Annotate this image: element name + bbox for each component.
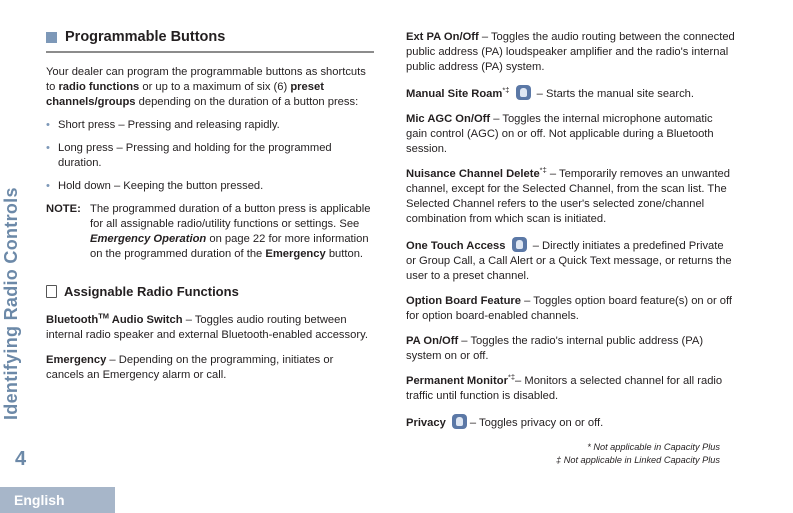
note-text-2: on page 22 for more information on the programmed duration of the xyxy=(90,233,369,260)
left-column xyxy=(46,30,374,393)
entry-mic-agc xyxy=(406,112,736,157)
side-section-title: Identifying Radio Controls xyxy=(1,187,21,420)
entry-desc: – Toggles the audio routing between the connected public address (PA) loudspeaker amplifier and the radio's internal public address (PA) system. xyxy=(406,31,735,73)
sub-heading-text: Assignable Radio Functions xyxy=(64,284,239,299)
programmable-button-icon xyxy=(516,85,531,100)
programmable-button-icon xyxy=(452,414,467,429)
entry-desc: – Toggles option board feature(s) on or off for option board-enabled channels. xyxy=(406,295,733,322)
entry-desc: – Directly initiates a predefined Private or Group Call, a Call Alert or a Quick Text message, or returns the user to a preset channel. xyxy=(406,240,732,282)
entry-name: Mic AGC On/Off xyxy=(406,113,491,125)
intro-bold-2: preset channels/groups xyxy=(46,81,324,108)
list-item xyxy=(46,179,374,194)
bullet-icon: • xyxy=(46,142,50,154)
entry-name-2: Audio Switch xyxy=(109,314,183,326)
note-text-1: The programmed duration of a button press is applicable for all assignable radio/utility functions or settings. See xyxy=(90,203,371,230)
section-heading-text: Programmable Buttons xyxy=(65,29,226,45)
intro-bold-1: radio functions xyxy=(58,81,140,93)
language-tab: English xyxy=(0,487,115,513)
square-bullet-icon xyxy=(46,32,57,43)
note-text xyxy=(90,202,374,262)
list-item-text: Hold down – Keeping the button pressed. xyxy=(58,180,264,192)
emergency-operation-ref[interactable]: Emergency Operation xyxy=(90,233,207,245)
note-block xyxy=(46,202,374,262)
entry-desc: – Starts the manual site search. xyxy=(533,88,694,100)
entry-name: Manual Site Roam xyxy=(406,88,503,100)
footnote-text: Not applicable in Capacity Plus xyxy=(590,442,720,452)
footnote-mark: * xyxy=(587,442,591,452)
programmable-button-icon xyxy=(512,237,527,252)
entry-privacy xyxy=(406,414,736,431)
document-icon xyxy=(46,285,57,298)
intro-text-2: or up to a maximum of six (6) xyxy=(139,81,291,93)
entry-name: Emergency xyxy=(46,354,107,366)
entry-name: Nuisance Channel Delete xyxy=(406,168,540,180)
entry-bluetooth-audio-switch xyxy=(46,313,374,343)
entry-name: PA On/Off xyxy=(406,335,459,347)
entry-name: Option Board Feature xyxy=(406,295,521,307)
footnote-2 xyxy=(406,454,720,467)
list-item-text: Short press – Pressing and releasing rapidly. xyxy=(58,119,280,131)
note-bold-emergency: Emergency xyxy=(265,248,326,260)
intro-text-1: Your dealer can program the programmable buttons as shortcuts to xyxy=(46,66,366,93)
trademark-mark: TM xyxy=(98,311,110,321)
entry-emergency xyxy=(46,353,374,383)
entry-desc: – Temporarily removes an unwanted channel, except for the Selected Channel, from the scan list. The Selected Channel refers to the user's selected zone/channel combination from which scan is initiated. xyxy=(406,168,731,225)
list-item-text: Long press – Pressing and holding for the programmed duration. xyxy=(58,142,332,169)
footnote-text: Not applicable in Linked Capacity Plus xyxy=(561,455,720,465)
right-column xyxy=(406,30,736,467)
footnote-marks: *‡ xyxy=(502,85,510,95)
entry-desc: – Toggles the internal microphone automatic gain control (AGC) on or off. Not applicable during a Bluetooth session. xyxy=(406,113,714,155)
entry-manual-site-roam xyxy=(406,85,736,102)
entry-desc: – Toggles audio routing between internal radio speaker and external Bluetooth-enabled accessory. xyxy=(46,314,368,341)
entry-ext-pa xyxy=(406,30,736,75)
entry-desc: – Depending on the programming, initiates or cancels an Emergency alarm or call. xyxy=(46,354,334,381)
entry-permanent-monitor xyxy=(406,374,736,404)
footnote-marks: *‡ xyxy=(539,165,547,175)
footnotes xyxy=(406,441,736,467)
entry-one-touch-access xyxy=(406,237,736,284)
intro-paragraph xyxy=(46,65,374,110)
footnote-mark: ‡ xyxy=(556,455,562,465)
entry-pa-on-off xyxy=(406,334,736,364)
press-type-list xyxy=(46,118,374,194)
entry-desc: – Monitors a selected channel for all radio traffic until function is disabled. xyxy=(406,375,723,402)
sub-heading xyxy=(46,284,374,299)
page-number: 4 xyxy=(15,448,27,470)
entry-name: Privacy xyxy=(406,417,446,429)
section-heading xyxy=(46,30,374,53)
entry-nuisance-channel-delete xyxy=(406,167,736,227)
entry-desc: – Toggles the radio's internal public address (PA) system on or off. xyxy=(406,335,704,362)
note-text-3: button. xyxy=(325,248,364,260)
footnote-marks: *‡ xyxy=(507,372,516,382)
entry-desc: – Toggles privacy on or off. xyxy=(469,417,604,429)
footnote-1 xyxy=(406,441,720,454)
entry-name: Ext PA On/Off xyxy=(406,31,479,43)
list-item xyxy=(46,118,374,133)
note-label: NOTE: xyxy=(46,203,81,215)
entry-name: Permanent Monitor xyxy=(406,375,508,387)
entry-name: Bluetooth xyxy=(46,314,99,326)
bullet-icon: • xyxy=(46,119,50,131)
list-item xyxy=(46,141,374,171)
entry-name: One Touch Access xyxy=(406,240,506,252)
intro-text-3: depending on the duration of a button press: xyxy=(135,96,359,108)
bullet-icon: • xyxy=(46,180,50,192)
entry-option-board-feature xyxy=(406,294,736,324)
